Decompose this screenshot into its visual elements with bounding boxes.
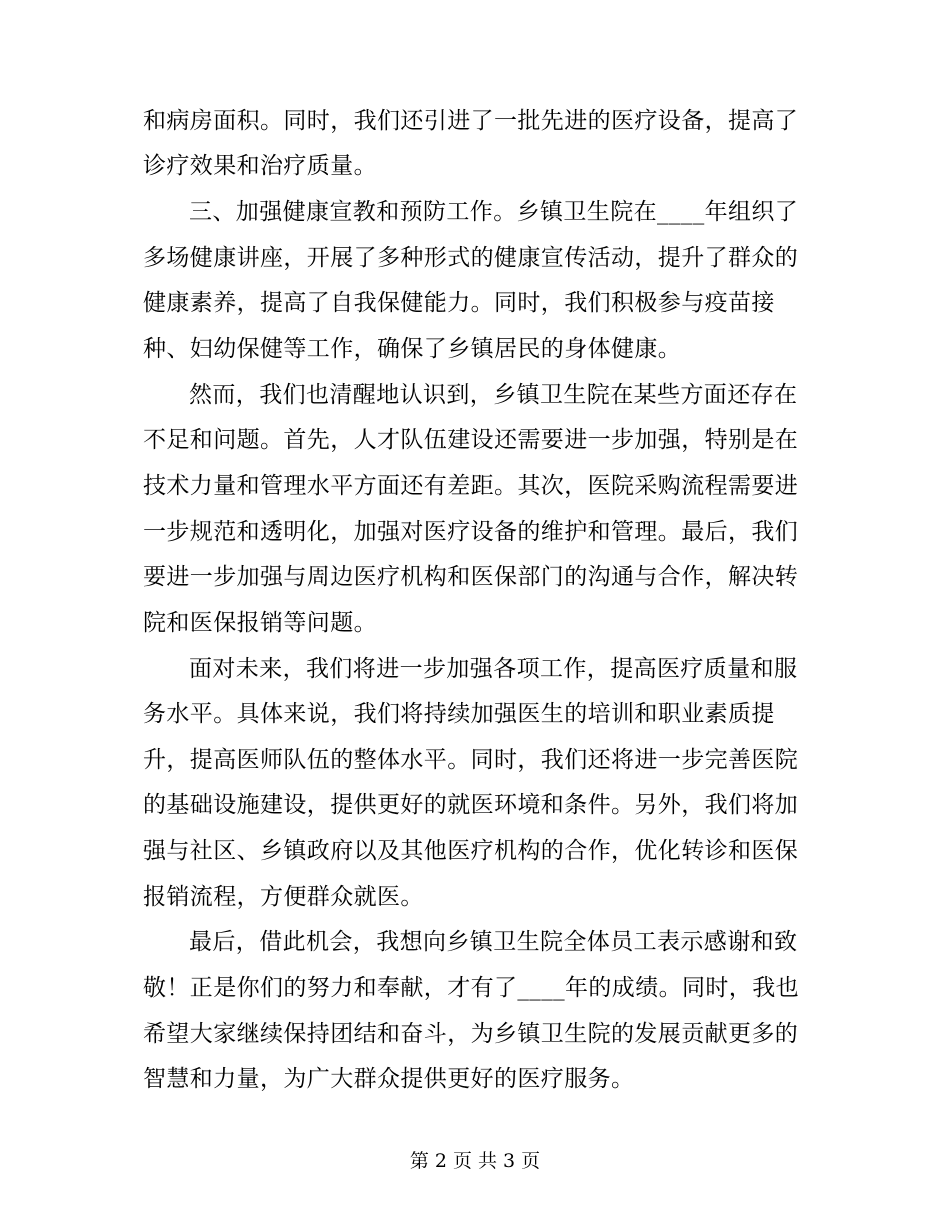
text-line: 健康素养，提高了自我保健能力。同时，我们积极参与疫苗接 (143, 290, 775, 316)
text-line: 务水平。具体来说，我们将持续加强医生的培训和职业素质提 (143, 701, 775, 727)
paragraph-first-line: 三、加强健康宣教和预防工作。乡镇卫生院在____年组织了 (189, 199, 799, 225)
paragraph-first-line: 最后，借此机会，我想向乡镇卫生院全体员工表示感谢和致 (189, 929, 798, 955)
text-line: 强与社区、乡镇政府以及其他医疗机构的合作，优化转诊和医保 (143, 838, 799, 864)
text-line: 诊疗效果和治疗质量。 (143, 153, 377, 179)
text-line: 升，提高医师队伍的整体水平。同时，我们还将进一步完善医院 (143, 747, 799, 773)
text-line: 敬！正是你们的努力和奉献，才有了____年的成绩。同时，我也 (143, 975, 799, 1001)
text-line: 种、妇幼保健等工作，确保了乡镇居民的身体健康。 (143, 336, 682, 362)
paragraph-first-line: 然而，我们也清醒地认识到，乡镇卫生院在某些方面还存在 (189, 382, 798, 408)
text-line: 智慧和力量，为广大群众提供更好的医疗服务。 (143, 1066, 635, 1092)
text-line: 希望大家继续保持团结和奋斗，为乡镇卫生院的发展贡献更多的 (143, 1021, 799, 1047)
text-line: 报销流程，方便群众就医。 (143, 884, 424, 910)
text-line: 院和医保报销等问题。 (143, 610, 377, 636)
text-line: 一步规范和透明化，加强对医疗设备的维护和管理。最后，我们 (143, 519, 799, 545)
text-line: 和病房面积。同时，我们还引进了一批先进的医疗设备，提高了 (143, 108, 799, 134)
text-line: 的基础设施建设，提供更好的就医环境和条件。另外，我们将加 (143, 792, 799, 818)
paragraph-first-line: 面对未来，我们将进一步加强各项工作，提高医疗质量和服 (189, 656, 798, 682)
text-line: 要进一步加强与周边医疗机构和医保部门的沟通与合作，解决转 (143, 564, 799, 590)
text-line: 不足和问题。首先，人才队伍建设还需要进一步加强，特别是在 (143, 427, 799, 453)
page-number-footer: 第 2 页 共 3 页 (409, 1150, 541, 1172)
text-line: 多场健康讲座，开展了多种形式的健康宣传活动，提升了群众的 (143, 245, 799, 271)
text-line: 技术力量和管理水平方面还有差距。其次，医院采购流程需要进 (143, 473, 799, 499)
